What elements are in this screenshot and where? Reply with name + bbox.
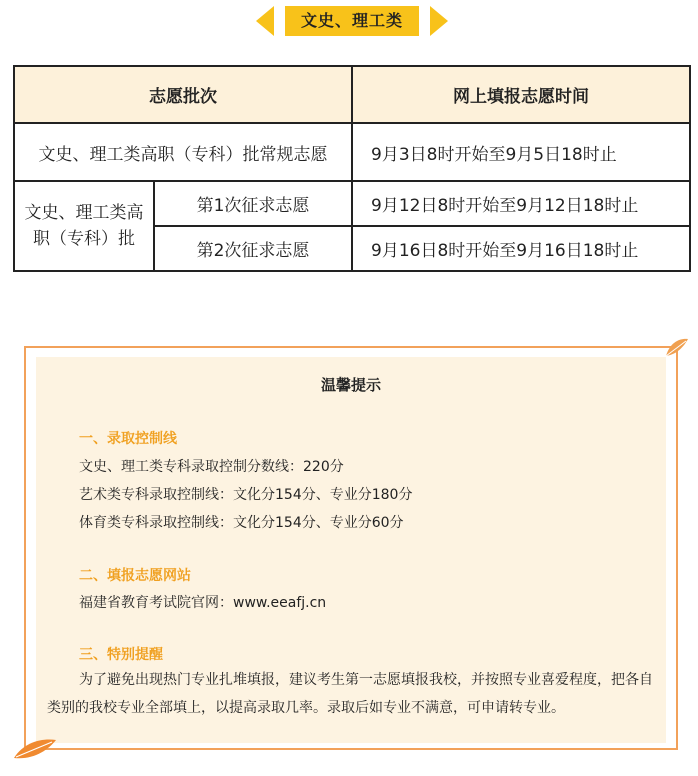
tips-title: 温馨提示 [320,376,381,394]
cell-batch-solicit: 文史、理工类高职（专科）批 [14,181,154,271]
table-row [14,123,690,181]
leaf-icon [12,734,58,762]
score-line-sports: 体育类专科录取控制线：文化分154分、专业分60分 [79,515,404,531]
schedule-table [13,65,691,272]
section-banner [256,6,448,36]
header-batch: 志愿批次 [14,66,352,123]
section-heading-website: 二、填报志愿网站 [79,568,191,584]
table-header-row [14,66,690,123]
cell-batch-regular: 文史、理工类高职（专科）批常规志愿 [14,123,352,181]
reminder-text: 为了避免出现热门专业扎堆填报，建议考生第一志愿填报我校，并按照专业喜爱程度，把各自类别的我校专业全部填上，以提高录取几率。录取后如专业不满意，可申请转专业。 [47,672,653,716]
banner-title: 文史、理工类 [285,6,419,36]
banner-left-arrow-icon [256,6,274,36]
cell-time-round-2: 9月16日8时开始至9月16日18时止 [352,226,690,271]
cell-round-2: 第2次征求志愿 [154,226,352,271]
header-time: 网上填报志愿时间 [352,66,690,123]
score-line-art: 艺术类专科录取控制线：文化分154分、专业分180分 [79,487,413,503]
table-row [14,181,690,226]
section-heading-reminder: 三、特别提醒 [79,647,163,663]
website-line: 福建省教育考试院官网：www.eeafj.cn [79,595,327,611]
score-line-liberal-science: 文史、理工类专科录取控制分数线：220分 [79,459,344,475]
section-heading-score-line: 一、录取控制线 [79,431,177,447]
banner-right-arrow-icon [430,6,448,36]
cell-round-1: 第1次征求志愿 [154,181,352,226]
cell-time-regular: 9月3日8时开始至9月5日18时止 [352,123,690,181]
leaf-icon [664,336,690,360]
cell-time-round-1: 9月12日8时开始至9月12日18时止 [352,181,690,226]
